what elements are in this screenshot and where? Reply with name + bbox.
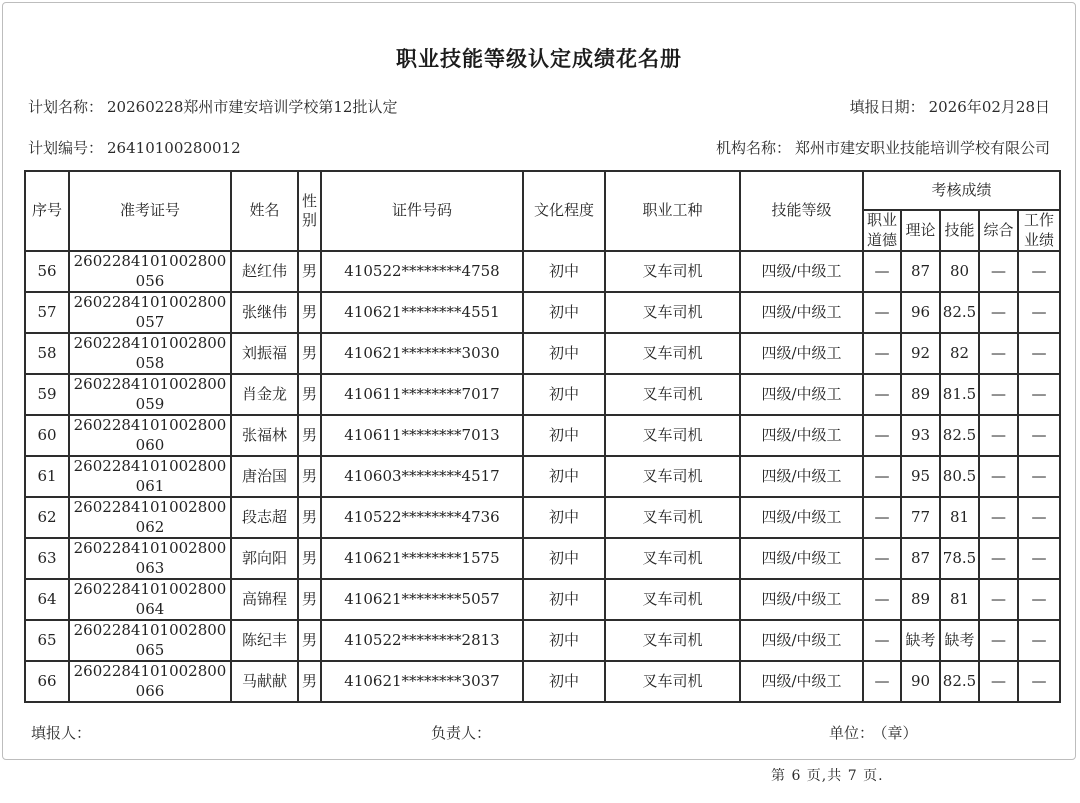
- cell-name: 高锦程: [231, 579, 298, 620]
- cell-exam-no: 2602284101002800065: [69, 620, 231, 661]
- table-row: [25, 579, 1060, 620]
- cell-skill-level: 四级/中级工: [740, 456, 863, 497]
- cell-gender: 男: [298, 620, 321, 661]
- cell-exam-no: 2602284101002800060: [69, 415, 231, 456]
- cell-exam-no: 2602284101002800062: [69, 497, 231, 538]
- cell-occupation: 叉车司机: [605, 456, 740, 497]
- cell-occupation: 叉车司机: [605, 497, 740, 538]
- cell-theory: 89: [901, 374, 940, 415]
- cell-gender: 男: [298, 292, 321, 333]
- cell-skill-level: 四级/中级工: [740, 415, 863, 456]
- cell-skill: 82: [940, 333, 979, 374]
- header-score-group: 考核成绩: [863, 171, 1060, 210]
- cell-work: —: [1018, 415, 1060, 456]
- cell-education: 初中: [523, 415, 605, 456]
- cell-education: 初中: [523, 374, 605, 415]
- header-skill-level: 技能等级: [740, 171, 863, 251]
- table-row: [25, 456, 1060, 497]
- cell-work: —: [1018, 251, 1060, 292]
- meta-block: [3, 96, 1075, 158]
- cell-occupation: 叉车司机: [605, 333, 740, 374]
- cell-name: 肖金龙: [231, 374, 298, 415]
- page-indicator: 第 6 页,共 7 页.: [771, 768, 884, 784]
- footer: [3, 703, 1075, 803]
- cell-gender: 男: [298, 251, 321, 292]
- filler-signature: [31, 722, 97, 743]
- cell-skill-level: 四级/中级工: [740, 538, 863, 579]
- cell-theory: 87: [901, 251, 940, 292]
- cell-education: 初中: [523, 497, 605, 538]
- plan-name: [28, 96, 397, 117]
- cell-seq: 61: [25, 456, 69, 497]
- cell-gender: 男: [298, 415, 321, 456]
- cell-work: —: [1018, 661, 1060, 702]
- cell-gender: 男: [298, 374, 321, 415]
- cell-skill-level: 四级/中级工: [740, 333, 863, 374]
- cell-comprehensive: —: [979, 251, 1018, 292]
- cell-name: 刘振福: [231, 333, 298, 374]
- table-row: [25, 292, 1060, 333]
- header-education: 文化程度: [523, 171, 605, 251]
- unit-seal: [829, 722, 918, 743]
- cell-skill: 80.5: [940, 456, 979, 497]
- org-name-label: 机构名称：: [715, 139, 791, 157]
- cell-theory: 96: [901, 292, 940, 333]
- cell-ethics: —: [863, 497, 901, 538]
- cell-skill-level: 四级/中级工: [740, 497, 863, 538]
- unit-label: 单位：: [829, 724, 875, 742]
- cell-name: 张福林: [231, 415, 298, 456]
- cell-theory: 89: [901, 579, 940, 620]
- table-row: [25, 415, 1060, 456]
- cell-name: 张继伟: [231, 292, 298, 333]
- cell-comprehensive: —: [979, 497, 1018, 538]
- org-name: [716, 137, 1050, 158]
- cell-occupation: 叉车司机: [605, 374, 740, 415]
- page-title: 职业技能等级认定成绩花名册: [396, 48, 682, 71]
- cell-exam-no: 2602284101002800063: [69, 538, 231, 579]
- plan-name-label: 计划名称：: [28, 98, 104, 116]
- cell-comprehensive: —: [979, 415, 1018, 456]
- cell-occupation: 叉车司机: [605, 661, 740, 702]
- cell-skill: 82.5: [940, 661, 979, 702]
- cell-education: 初中: [523, 333, 605, 374]
- roster-page: [2, 2, 1076, 784]
- table-row: [25, 620, 1060, 661]
- report-date-value: 2026年02月28日: [928, 98, 1050, 116]
- cell-exam-no: 2602284101002800058: [69, 333, 231, 374]
- cell-skill: 78.5: [940, 538, 979, 579]
- cell-work: —: [1018, 374, 1060, 415]
- cell-work: —: [1018, 579, 1060, 620]
- cell-ethics: —: [863, 579, 901, 620]
- cell-gender: 男: [298, 579, 321, 620]
- cell-comprehensive: —: [979, 333, 1018, 374]
- cell-id-no: 410522********4736: [321, 497, 523, 538]
- cell-exam-no: 2602284101002800056: [69, 251, 231, 292]
- cell-occupation: 叉车司机: [605, 620, 740, 661]
- report-date-label: 填报日期：: [849, 98, 925, 116]
- cell-theory: 90: [901, 661, 940, 702]
- cell-skill-level: 四级/中级工: [740, 292, 863, 333]
- header-work: 工作业绩: [1018, 210, 1060, 251]
- cell-ethics: —: [863, 333, 901, 374]
- cell-education: 初中: [523, 579, 605, 620]
- plan-code-value: 26410100280012: [107, 139, 241, 157]
- cell-education: 初中: [523, 292, 605, 333]
- cell-education: 初中: [523, 661, 605, 702]
- cell-work: —: [1018, 333, 1060, 374]
- header-theory: 理论: [901, 210, 940, 251]
- cell-exam-no: 2602284101002800066: [69, 661, 231, 702]
- cell-seq: 58: [25, 333, 69, 374]
- cell-gender: 男: [298, 538, 321, 579]
- score-table-body: [25, 251, 1060, 702]
- score-table: [24, 170, 1061, 703]
- header-exam-no: 准考证号: [69, 171, 231, 251]
- cell-education: 初中: [523, 251, 605, 292]
- cell-skill: 81.5: [940, 374, 979, 415]
- cell-skill: 缺考: [940, 620, 979, 661]
- plan-code: [28, 137, 241, 158]
- cell-exam-no: 2602284101002800061: [69, 456, 231, 497]
- cell-education: 初中: [523, 456, 605, 497]
- cell-seq: 57: [25, 292, 69, 333]
- cell-gender: 男: [298, 661, 321, 702]
- cell-seq: 62: [25, 497, 69, 538]
- cell-gender: 男: [298, 497, 321, 538]
- plan-code-label: 计划编号：: [28, 139, 104, 157]
- plan-name-value: 20260228郑州市建安培训学校第12批认定: [107, 98, 398, 116]
- cell-seq: 59: [25, 374, 69, 415]
- header-gender: 性别: [298, 171, 321, 251]
- cell-id-no: 410621********4551: [321, 292, 523, 333]
- report-date: [850, 96, 1050, 117]
- cell-ethics: —: [863, 456, 901, 497]
- cell-id-no: 410522********4758: [321, 251, 523, 292]
- header-ethics: 职业道德: [863, 210, 901, 251]
- cell-name: 郭向阳: [231, 538, 298, 579]
- cell-work: —: [1018, 497, 1060, 538]
- cell-skill: 82.5: [940, 292, 979, 333]
- org-name-value: 郑州市建安职业技能培训学校有限公司: [794, 139, 1050, 157]
- table-row: [25, 333, 1060, 374]
- cell-skill-level: 四级/中级工: [740, 251, 863, 292]
- cell-ethics: —: [863, 661, 901, 702]
- cell-ethics: —: [863, 292, 901, 333]
- cell-occupation: 叉车司机: [605, 538, 740, 579]
- cell-occupation: 叉车司机: [605, 292, 740, 333]
- cell-seq: 56: [25, 251, 69, 292]
- manager-label: 负责人：: [431, 724, 492, 742]
- cell-ethics: —: [863, 374, 901, 415]
- cell-id-no: 410603********4517: [321, 456, 523, 497]
- cell-comprehensive: —: [979, 661, 1018, 702]
- cell-work: —: [1018, 620, 1060, 661]
- cell-gender: 男: [298, 333, 321, 374]
- cell-skill: 81: [940, 497, 979, 538]
- cell-skill-level: 四级/中级工: [740, 374, 863, 415]
- cell-name: 唐治国: [231, 456, 298, 497]
- cell-seq: 64: [25, 579, 69, 620]
- cell-comprehensive: —: [979, 292, 1018, 333]
- cell-skill-level: 四级/中级工: [740, 579, 863, 620]
- filler-label: 填报人：: [31, 724, 92, 742]
- cell-id-no: 410611********7013: [321, 415, 523, 456]
- cell-work: —: [1018, 538, 1060, 579]
- cell-id-no: 410611********7017: [321, 374, 523, 415]
- cell-comprehensive: —: [979, 620, 1018, 661]
- cell-ethics: —: [863, 538, 901, 579]
- cell-skill-level: 四级/中级工: [740, 661, 863, 702]
- table-row: [25, 661, 1060, 702]
- header-comprehensive: 综合: [979, 210, 1018, 251]
- cell-work: —: [1018, 456, 1060, 497]
- cell-exam-no: 2602284101002800059: [69, 374, 231, 415]
- table-row: [25, 538, 1060, 579]
- cell-name: 陈纪丰: [231, 620, 298, 661]
- cell-comprehensive: —: [979, 374, 1018, 415]
- cell-education: 初中: [523, 620, 605, 661]
- cell-seq: 65: [25, 620, 69, 661]
- table-row: [25, 497, 1060, 538]
- cell-comprehensive: —: [979, 538, 1018, 579]
- cell-ethics: —: [863, 415, 901, 456]
- cell-seq: 66: [25, 661, 69, 702]
- table-row: [25, 251, 1060, 292]
- cell-skill: 82.5: [940, 415, 979, 456]
- cell-theory: 77: [901, 497, 940, 538]
- cell-name: 段志超: [231, 497, 298, 538]
- header-occupation: 职业工种: [605, 171, 740, 251]
- manager-signature: [431, 722, 497, 743]
- cell-skill: 81: [940, 579, 979, 620]
- cell-comprehensive: —: [979, 456, 1018, 497]
- cell-work: —: [1018, 292, 1060, 333]
- unit-value: （章）: [880, 724, 918, 742]
- header-id-no: 证件号码: [321, 171, 523, 251]
- cell-skill-level: 四级/中级工: [740, 620, 863, 661]
- cell-id-no: 410621********3037: [321, 661, 523, 702]
- cell-exam-no: 2602284101002800064: [69, 579, 231, 620]
- cell-seq: 63: [25, 538, 69, 579]
- cell-ethics: —: [863, 620, 901, 661]
- cell-id-no: 410621********5057: [321, 579, 523, 620]
- cell-id-no: 410621********1575: [321, 538, 523, 579]
- cell-ethics: —: [863, 251, 901, 292]
- cell-theory: 93: [901, 415, 940, 456]
- cell-name: 赵红伟: [231, 251, 298, 292]
- cell-theory: 87: [901, 538, 940, 579]
- cell-skill: 80: [940, 251, 979, 292]
- cell-seq: 60: [25, 415, 69, 456]
- cell-comprehensive: —: [979, 579, 1018, 620]
- cell-occupation: 叉车司机: [605, 579, 740, 620]
- cell-exam-no: 2602284101002800057: [69, 292, 231, 333]
- table-row: [25, 374, 1060, 415]
- cell-name: 马献献: [231, 661, 298, 702]
- cell-theory: 缺考: [901, 620, 940, 661]
- cell-occupation: 叉车司机: [605, 251, 740, 292]
- cell-occupation: 叉车司机: [605, 415, 740, 456]
- cell-id-no: 410522********2813: [321, 620, 523, 661]
- header-seq: 序号: [25, 171, 69, 251]
- header-name: 姓名: [231, 171, 298, 251]
- cell-theory: 95: [901, 456, 940, 497]
- header-skill: 技能: [940, 210, 979, 251]
- cell-education: 初中: [523, 538, 605, 579]
- cell-gender: 男: [298, 456, 321, 497]
- cell-theory: 92: [901, 333, 940, 374]
- cell-id-no: 410621********3030: [321, 333, 523, 374]
